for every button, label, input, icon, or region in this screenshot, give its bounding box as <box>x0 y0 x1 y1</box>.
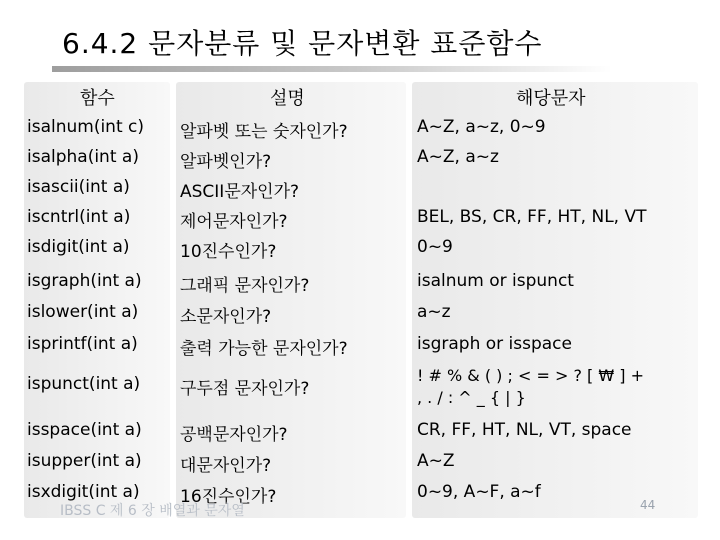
cell-chars: A~Z <box>417 451 455 471</box>
cell-desc: 공백문자인가? <box>180 425 288 445</box>
cell-desc: 그래픽 문자인가? <box>180 276 310 296</box>
function-table <box>0 78 720 518</box>
cell-desc: 제어문자인가? <box>180 212 288 232</box>
cell-func: isprintf(int a) <box>27 334 138 354</box>
cell-chars: 0~9, A~F, a~f <box>417 482 541 502</box>
cell-func: isxdigit(int a) <box>27 482 140 502</box>
page-number: 44 <box>640 498 656 512</box>
column-description <box>176 78 406 518</box>
cell-func: ispunct(int a) <box>27 374 141 394</box>
cell-chars: A~Z, a~z <box>417 147 499 167</box>
cell-func: isgraph(int a) <box>27 271 142 291</box>
cell-chars: isgraph or isspace <box>417 334 572 354</box>
cell-func: iscntrl(int a) <box>27 207 131 227</box>
cell-chars: A~Z, a~z, 0~9 <box>417 117 546 137</box>
cell-desc: 소문자인가? <box>180 307 272 327</box>
slide-footer: IBSS C 제 6 장 배열과 문자열 <box>60 503 245 519</box>
cell-chars: CR, FF, HT, NL, VT, space <box>417 420 632 440</box>
cell-chars: BEL, BS, CR, FF, HT, NL, VT <box>417 207 647 227</box>
cell-func: isspace(int a) <box>27 420 142 440</box>
cell-func: isalpha(int a) <box>27 147 139 167</box>
column-function <box>24 78 170 518</box>
cell-chars: 0~9 <box>417 237 453 257</box>
header-description: 설명 <box>270 88 305 109</box>
cell-chars: isalnum or ispunct <box>417 271 574 291</box>
cell-chars: ! # % & ( ) ; < = > ? [ ₩ ] + <box>417 366 644 385</box>
cell-desc: 구두점 문자인가? <box>180 379 310 399</box>
cell-func: isascii(int a) <box>27 177 130 197</box>
cell-chars-line2: , . / : ^ _ { | } <box>417 388 526 407</box>
cell-desc: 16진수인가? <box>180 487 277 507</box>
cell-func: isupper(int a) <box>27 451 142 471</box>
slide-title: 6.4.2 문자분류 및 문자변환 표준함수 <box>62 27 543 60</box>
cell-chars: a~z <box>417 302 451 322</box>
header-function: 함수 <box>80 88 115 109</box>
title-underline <box>52 66 612 72</box>
cell-desc: 출력 가능한 문자인가? <box>180 339 348 359</box>
header-characters: 해당문자 <box>516 88 586 109</box>
cell-func: isalnum(int c) <box>27 117 145 137</box>
cell-desc: 10진수인가? <box>180 242 277 262</box>
column-characters <box>412 78 698 518</box>
cell-desc: 알파벳인가? <box>180 152 272 172</box>
cell-func: islower(int a) <box>27 302 139 322</box>
cell-desc: ASCII문자인가? <box>180 182 300 202</box>
cell-desc: 알파벳 또는 숫자인가? <box>180 122 348 142</box>
cell-func: isdigit(int a) <box>27 237 130 257</box>
cell-desc: 대문자인가? <box>180 456 272 476</box>
